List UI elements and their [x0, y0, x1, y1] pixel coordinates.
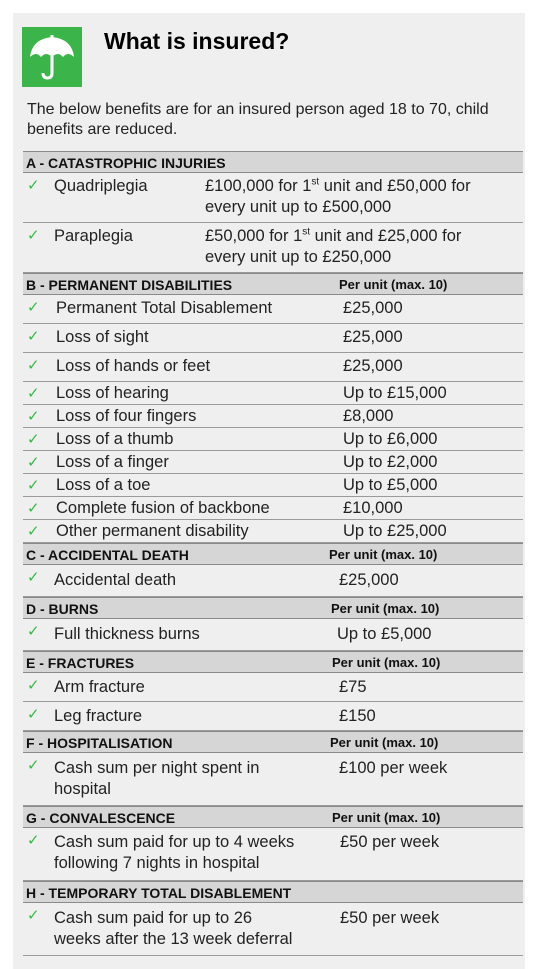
table-row [23, 828, 523, 881]
table-row [23, 405, 523, 428]
table-row [23, 353, 523, 382]
row-value: £50 per week [340, 909, 440, 927]
section-header-f [23, 731, 523, 753]
row-value: £50,000 for 1st unit and £25,000 for every unit up to £250,000 [205, 226, 462, 266]
check-icon: ✓ [27, 706, 40, 723]
check-icon: ✓ [27, 832, 40, 849]
section-title: A - CATASTROPHIC INJURIES [26, 155, 226, 171]
table-row [23, 520, 523, 543]
row-value: Up to £6,000 [343, 430, 438, 448]
section-unit: Per unit (max. 10) [339, 277, 448, 292]
page-title: What is insured? [104, 28, 290, 54]
row-label: Other permanent disability [56, 522, 249, 540]
section-title: B - PERMANENT DISABILITIES [26, 277, 233, 293]
row-value: £25,000 [343, 357, 403, 375]
row-value: £100 per week [339, 759, 448, 777]
row-label: Loss of a toe [56, 476, 151, 494]
row-value: £100,000 for 1st unit and £50,000 for every unit up to £500,000 [205, 176, 471, 216]
table-row [23, 673, 523, 702]
section-title: D - BURNS [26, 601, 99, 617]
section-unit: Per unit (max. 10) [330, 735, 439, 750]
row-value: £75 [339, 678, 367, 696]
table-row [23, 223, 523, 273]
section-unit: Per unit (max. 10) [331, 601, 440, 616]
section-header-d [23, 597, 523, 619]
table-row [23, 173, 523, 223]
row-value: Up to £5,000 [337, 625, 432, 643]
table-row [23, 428, 523, 451]
section-title: F - HOSPITALISATION [26, 735, 173, 751]
check-icon: ✓ [27, 569, 40, 586]
check-icon: ✓ [27, 299, 40, 316]
table-row [23, 497, 523, 520]
row-value: Up to £2,000 [343, 453, 438, 471]
row-label: Quadriplegia [54, 177, 148, 195]
row-label: Accidental death [54, 571, 177, 589]
check-icon: ✓ [27, 623, 40, 640]
row-label: Loss of sight [56, 328, 149, 346]
section-title: E - FRACTURES [26, 655, 135, 671]
row-label: Loss of a finger [56, 453, 169, 471]
row-label: Cash sum paid for up to 4 weeks following 7 nights in hospital [54, 833, 295, 872]
table-row [23, 451, 523, 474]
row-label: Loss of four fingers [56, 407, 197, 425]
section-unit: Per unit (max. 10) [329, 547, 438, 562]
check-icon: ✓ [27, 357, 40, 374]
table-row [23, 324, 523, 353]
check-icon: ✓ [27, 477, 40, 494]
umbrella-icon [22, 27, 82, 87]
row-value: £10,000 [343, 499, 403, 517]
section-header-h [23, 881, 523, 903]
row-label: Cash sum per night spent in hospital [54, 759, 260, 798]
row-value: £8,000 [343, 407, 394, 425]
section-unit: Per unit (max. 10) [332, 810, 441, 825]
section-title: C - ACCIDENTAL DEATH [26, 547, 189, 563]
row-label: Cash sum paid for up to 26 weeks after the 13 week deferral [54, 909, 293, 948]
table-row [23, 295, 523, 324]
row-value: Up to £15,000 [343, 384, 447, 402]
row-value: £50 per week [340, 833, 440, 851]
check-icon: ✓ [27, 677, 40, 694]
check-icon: ✓ [27, 177, 40, 194]
check-icon: ✓ [27, 408, 40, 425]
check-icon: ✓ [27, 227, 40, 244]
umbrella-logo [22, 27, 82, 87]
row-value: Up to £25,000 [343, 522, 447, 540]
row-label: Loss of hearing [56, 384, 169, 402]
check-icon: ✓ [27, 500, 40, 517]
check-icon: ✓ [27, 454, 40, 471]
section-title: G - CONVALESCENCE [26, 810, 176, 826]
table-row [23, 565, 523, 597]
intro-text: The below benefits are for an insured person aged 18 to 70, child benefits are reduced. [27, 101, 489, 138]
section-header-g [23, 806, 523, 828]
table-row [23, 474, 523, 497]
section-header-b [23, 273, 523, 295]
section-unit: Per unit (max. 10) [332, 655, 441, 670]
table-row [23, 903, 523, 956]
row-label: Leg fracture [54, 707, 143, 725]
row-label: Paraplegia [54, 227, 133, 245]
table-row [23, 382, 523, 405]
row-label: Arm fracture [54, 678, 145, 696]
row-label: Loss of a thumb [56, 430, 174, 448]
section-title: H - TEMPORARY TOTAL DISABLEMENT [26, 885, 292, 901]
table-row [23, 702, 523, 731]
check-icon: ✓ [27, 328, 40, 345]
row-value: £25,000 [343, 299, 403, 317]
row-label: Loss of hands or feet [56, 357, 211, 375]
row-value: £25,000 [343, 328, 403, 346]
check-icon: ✓ [27, 757, 40, 774]
row-label: Full thickness burns [54, 625, 200, 643]
row-value: £150 [339, 707, 376, 725]
check-icon: ✓ [27, 431, 40, 448]
section-header-e [23, 651, 523, 673]
table-row [23, 753, 523, 806]
benefits-table [23, 151, 523, 956]
check-icon: ✓ [27, 523, 40, 540]
row-value: £25,000 [339, 571, 399, 589]
section-header-c [23, 543, 523, 565]
row-value: Up to £5,000 [343, 476, 438, 494]
row-label: Permanent Total Disablement [56, 299, 273, 317]
table-row [23, 619, 523, 651]
row-label: Complete fusion of backbone [56, 499, 270, 517]
check-icon: ✓ [27, 907, 40, 924]
check-icon: ✓ [27, 385, 40, 402]
section-header-a [23, 151, 523, 173]
